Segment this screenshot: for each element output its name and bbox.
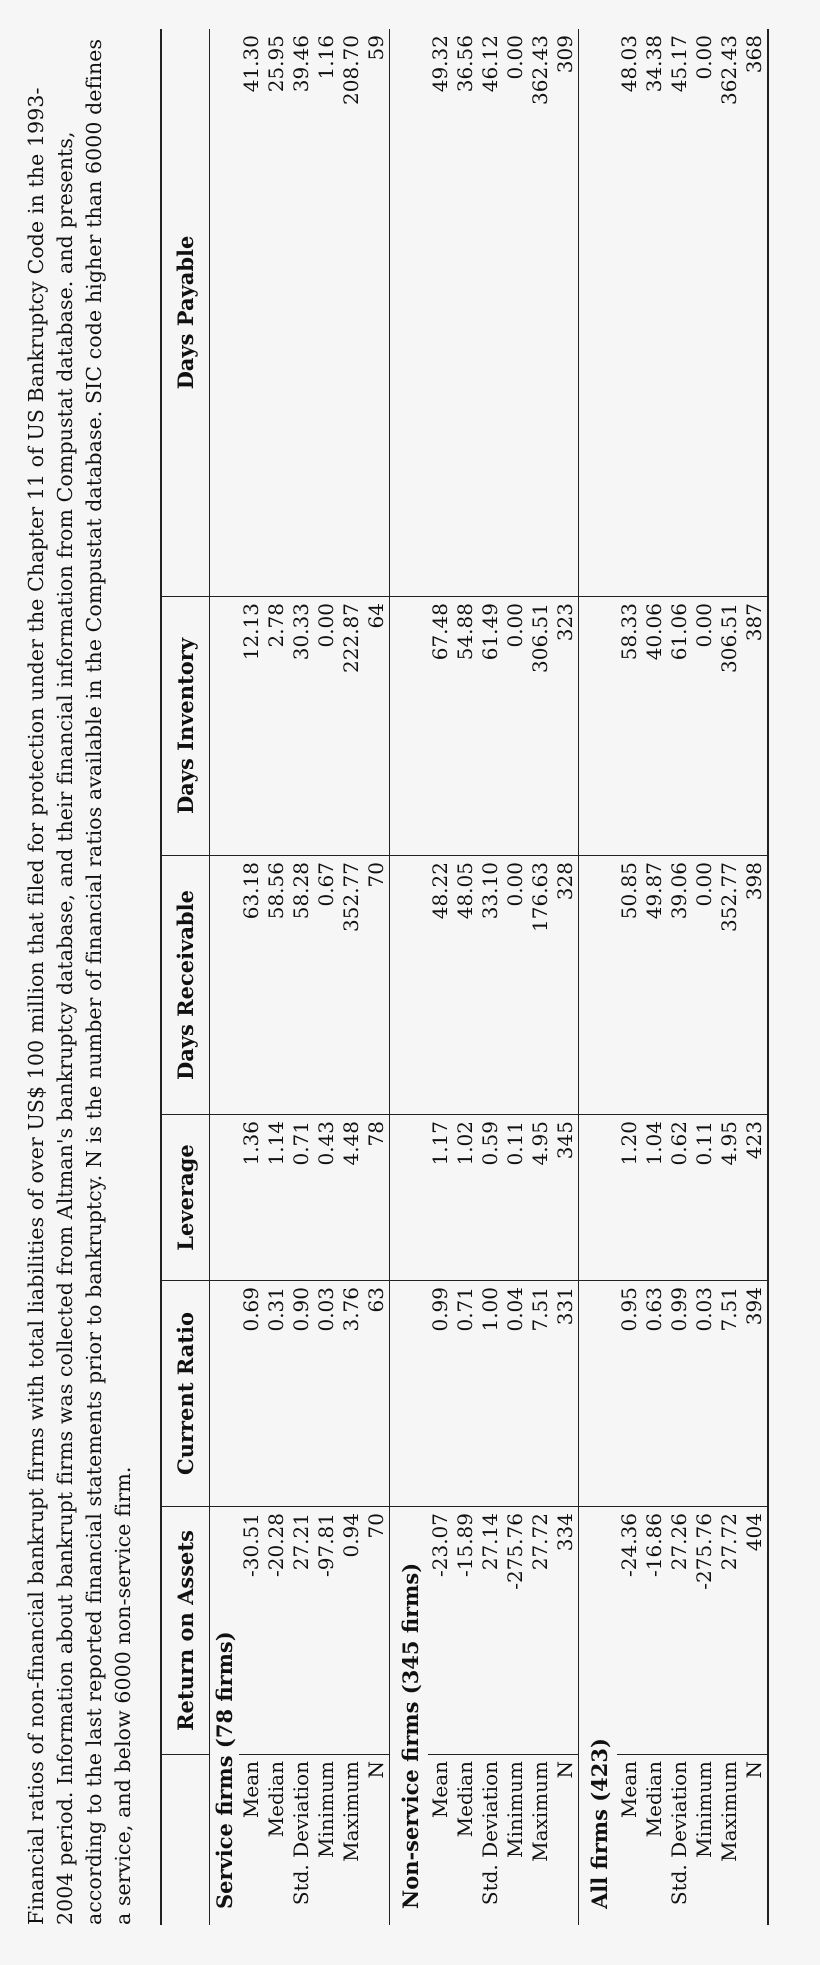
value-cell: 0.00: [314, 597, 339, 856]
value-cell: 61.06: [667, 597, 692, 856]
stat-label: Std. Deviation: [288, 1761, 313, 1906]
value-cell: 423: [742, 1115, 768, 1281]
value-cell: 0.00: [692, 29, 717, 597]
stat-label: Mean: [427, 1761, 452, 1819]
value-cell: 63.18: [239, 856, 264, 1115]
value-cell: 0.62: [667, 1115, 692, 1281]
value-cell: -275.76: [503, 1507, 528, 1755]
value-cell: 67.48: [428, 597, 453, 856]
value-cell: 58.33: [617, 597, 642, 856]
table-row: [692, 29, 717, 1925]
value-cell: 0.00: [692, 856, 717, 1115]
value-cell: 46.12: [478, 29, 503, 597]
value-cell: 0.00: [503, 597, 528, 856]
value-cell: 39.46: [289, 29, 314, 597]
stat-label: Minimum: [691, 1761, 716, 1858]
group-header-empty-cell: [209, 597, 239, 856]
table-row: [453, 29, 478, 1925]
value-cell: 63: [364, 1281, 390, 1507]
value-cell: 2.78: [264, 597, 289, 856]
value-cell: 4.48: [339, 1115, 364, 1281]
value-cell: 48.03: [617, 29, 642, 597]
stat-label: Minimum: [313, 1761, 338, 1858]
value-cell: 309: [553, 29, 579, 597]
value-cell: 0.69: [239, 1281, 264, 1507]
value-cell: 0.03: [692, 1281, 717, 1507]
value-cell: -23.07: [428, 1507, 453, 1755]
value-cell: -275.76: [692, 1507, 717, 1755]
value-cell: 41.30: [239, 29, 264, 597]
group-header-empty-cell: [389, 29, 428, 597]
value-cell: 1.04: [642, 1115, 667, 1281]
table-row: [503, 29, 528, 1925]
value-cell: 34.38: [642, 29, 667, 597]
header-row: [161, 29, 209, 1925]
value-cell: 306.51: [528, 597, 553, 856]
value-cell: 25.95: [264, 29, 289, 597]
stat-label: Median: [263, 1761, 288, 1838]
table-caption: Financial ratios of non-financial bankrupt firms with total liabilities of over US$ 100 million that filed for protection under the Chapter 11 of US Bankruptcy Code in the 1993-2004 period. Information about bankrupt firms was collected from Altman's bankruptcy database, and their financial information from Compustat database. and presents, according to the last reported financial statements prior to bankruptcy. N is the number of financial ratios available in the Compustat database. SIC code higher than 6000 defines a service, and below 6000 non-service firm.: [24, 38, 135, 1925]
table-row: [314, 29, 339, 1925]
header-days-receivable: Days Receivable: [161, 856, 209, 1115]
value-cell: 1.14: [264, 1115, 289, 1281]
value-cell: 45.17: [667, 29, 692, 597]
value-cell: 4.95: [528, 1115, 553, 1281]
value-cell: -20.28: [264, 1507, 289, 1755]
value-cell: 0.99: [667, 1281, 692, 1507]
value-cell: 368: [742, 29, 768, 597]
group-header-empty-cell: [578, 597, 617, 856]
value-cell: 7.51: [717, 1281, 742, 1507]
value-cell: 27.26: [667, 1507, 692, 1755]
value-cell: 0.71: [453, 1281, 478, 1507]
group-header-row: [578, 29, 617, 1925]
value-cell: -30.51: [239, 1507, 264, 1755]
table-row: [289, 29, 314, 1925]
value-cell: 50.85: [617, 856, 642, 1115]
header-stat-column: [161, 1755, 209, 1926]
value-cell: 27.72: [528, 1507, 553, 1755]
value-cell: 1.00: [478, 1281, 503, 1507]
stat-label: Median: [452, 1761, 477, 1838]
value-cell: 334: [553, 1507, 579, 1755]
value-cell: 27.14: [478, 1507, 503, 1755]
value-cell: 0.04: [503, 1281, 528, 1507]
value-cell: -16.86: [642, 1507, 667, 1755]
value-cell: 1.16: [314, 29, 339, 597]
value-cell: 0.43: [314, 1115, 339, 1281]
stat-label: Minimum: [502, 1761, 527, 1858]
group-header-empty-cell: [578, 29, 617, 597]
value-cell: 331: [553, 1281, 579, 1507]
value-cell: 0.00: [503, 29, 528, 597]
group-header-empty-cell: [389, 856, 428, 1115]
value-cell: 4.95: [717, 1115, 742, 1281]
table-row: [478, 29, 503, 1925]
value-cell: 1.20: [617, 1115, 642, 1281]
value-cell: 0.95: [617, 1281, 642, 1507]
table-header: [161, 29, 209, 1925]
table-row: [667, 29, 692, 1925]
table-row: [239, 29, 264, 1925]
stat-label: N: [553, 1755, 579, 1926]
value-cell: 40.06: [642, 597, 667, 856]
table-row: [364, 29, 390, 1925]
value-cell: 0.11: [692, 1115, 717, 1281]
value-cell: -24.36: [617, 1507, 642, 1755]
group-header-empty-cell: [209, 856, 239, 1115]
group-header-empty-cell: [389, 1115, 428, 1281]
table-row: [742, 29, 768, 1925]
value-cell: 352.77: [339, 856, 364, 1115]
stat-label: Maximum: [338, 1761, 363, 1862]
value-cell: 0.67: [314, 856, 339, 1115]
table-row: [717, 29, 742, 1925]
value-cell: 1.17: [428, 1115, 453, 1281]
value-cell: 0.71: [289, 1115, 314, 1281]
group-header-empty-cell: [389, 1281, 428, 1507]
value-cell: 48.22: [428, 856, 453, 1115]
table-row: [528, 29, 553, 1925]
group-header-row: [209, 29, 239, 1925]
value-cell: 0.11: [503, 1115, 528, 1281]
group-header-empty-cell: [578, 1281, 617, 1507]
value-cell: 27.21: [289, 1507, 314, 1755]
header-current-ratio: Current Ratio: [161, 1281, 209, 1507]
value-cell: 64: [364, 597, 390, 856]
value-cell: 30.33: [289, 597, 314, 856]
value-cell: 362.43: [717, 29, 742, 597]
value-cell: 0.00: [692, 597, 717, 856]
value-cell: 70: [364, 856, 390, 1115]
value-cell: 58.28: [289, 856, 314, 1115]
value-cell: 1.36: [239, 1115, 264, 1281]
table-body: [209, 29, 768, 1925]
value-cell: 306.51: [717, 597, 742, 856]
group-header-empty-cell: [209, 1115, 239, 1281]
stat-label: Maximum: [527, 1761, 552, 1862]
stat-label: Std. Deviation: [666, 1761, 691, 1906]
value-cell: 48.05: [453, 856, 478, 1115]
value-cell: -15.89: [453, 1507, 478, 1755]
value-cell: 328: [553, 856, 579, 1115]
value-cell: 54.88: [453, 597, 478, 856]
group-label: Service firms (78 firms): [211, 1631, 237, 1909]
stat-label: N: [364, 1755, 390, 1926]
group-header-empty-cell: [578, 1115, 617, 1281]
table-row: [553, 29, 579, 1925]
table-row: [428, 29, 453, 1925]
value-cell: 3.76: [339, 1281, 364, 1507]
stat-label: Median: [641, 1761, 666, 1838]
value-cell: 36.56: [453, 29, 478, 597]
value-cell: 387: [742, 597, 768, 856]
group-header-empty-cell: [209, 29, 239, 597]
value-cell: 78: [364, 1115, 390, 1281]
group-label: All firms (423): [587, 1738, 612, 1909]
table-row: [339, 29, 364, 1925]
value-cell: 39.06: [667, 856, 692, 1115]
value-cell: 70: [364, 1507, 390, 1755]
value-cell: 176.63: [528, 856, 553, 1115]
header-leverage: Leverage: [161, 1115, 209, 1281]
table-row: [264, 29, 289, 1925]
header-return-on-assets: Return on Assets: [161, 1507, 209, 1755]
group-header-empty-cell: [209, 1281, 239, 1507]
value-cell: 0.99: [428, 1281, 453, 1507]
value-cell: 0.90: [289, 1281, 314, 1507]
value-cell: 1.02: [453, 1115, 478, 1281]
value-cell: 345: [553, 1115, 579, 1281]
table-row: [642, 29, 667, 1925]
value-cell: 0.63: [642, 1281, 667, 1507]
value-cell: 49.87: [642, 856, 667, 1115]
group-header-empty-cell: [389, 597, 428, 856]
value-cell: 0.03: [314, 1281, 339, 1507]
value-cell: 0.31: [264, 1281, 289, 1507]
value-cell: 12.13: [239, 597, 264, 856]
value-cell: 404: [742, 1507, 768, 1755]
group-label: Non-service firms (345 firms): [398, 1562, 423, 1909]
value-cell: 59: [364, 29, 390, 597]
stat-label: Maximum: [716, 1761, 741, 1862]
stat-label: Mean: [616, 1761, 641, 1819]
value-cell: 0.94: [339, 1507, 364, 1755]
header-days-payable: Days Payable: [161, 29, 209, 597]
value-cell: 222.87: [339, 597, 364, 856]
stat-label: Std. Deviation: [477, 1761, 502, 1906]
group-header-empty-cell: [578, 856, 617, 1115]
value-cell: 7.51: [528, 1281, 553, 1507]
value-cell: 0.00: [503, 856, 528, 1115]
value-cell: 61.49: [478, 597, 503, 856]
value-cell: 394: [742, 1281, 768, 1507]
stat-label: N: [742, 1755, 768, 1926]
value-cell: 33.10: [478, 856, 503, 1115]
value-cell: 208.70: [339, 29, 364, 597]
value-cell: -97.81: [314, 1507, 339, 1755]
value-cell: 362.43: [528, 29, 553, 597]
value-cell: 49.32: [428, 29, 453, 597]
value-cell: 58.56: [264, 856, 289, 1115]
group-header-row: [389, 29, 428, 1925]
stat-label: Mean: [238, 1761, 263, 1819]
value-cell: 352.77: [717, 856, 742, 1115]
value-cell: 27.72: [717, 1507, 742, 1755]
value-cell: 398: [742, 856, 768, 1115]
financial-ratios-table: [160, 29, 769, 1925]
value-cell: 0.59: [478, 1115, 503, 1281]
header-days-inventory: Days Inventory: [161, 597, 209, 856]
value-cell: 323: [553, 597, 579, 856]
table-row: [617, 29, 642, 1925]
